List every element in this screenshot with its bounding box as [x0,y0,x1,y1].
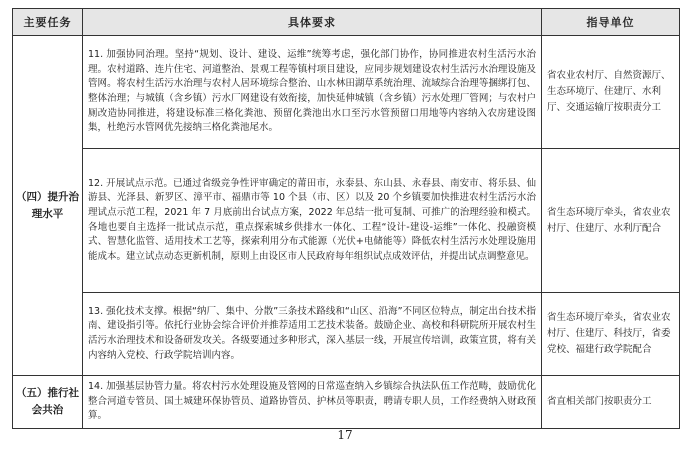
requirement-cell-14: 14. 加强基层协管力量。将农村污水处理设施及管网的日常巡查纳入乡镇综合执法队伍工作范畴，鼓励优化整合河道专管员、国土城建环保协管员、道路协管员、护林员等职责，聘请专职人员，工作经费纳入财政预算。 [83,376,542,429]
unit-cell-13: 省生态环境厅牵头，省农业农村厅、住建厅、科技厅，省委党校、福建行政学院配合 [542,293,680,376]
table-row [13,36,680,149]
unit-cell-12: 省生态环境厅牵头，省农业农村厅、住建厅、水利厅配合 [542,149,680,293]
table-row [13,149,680,293]
task-cell-5: （五）推行社会共治 [13,376,83,429]
header-task: 主要任务 [13,9,83,36]
header-requirement: 具体要求 [83,9,542,36]
task-cell-4: （四）提升治理水平 [13,36,83,376]
table-row [13,376,680,429]
requirement-cell-13: 13. 强化技术支撑。根据“纳厂、集中、分散”三条技术路线和“山区、沿海”不同区位特点，制定出台技术指南、建设指引等。依托行业协会综合评价并推荐适用工艺技术装备。鼓励企业、高校和科研院所开展农村生活污水治理技术和设备研发攻关。各级要通过多种形式，深入基层一线，开展宣传培训，政策宣贯，将有关内容纳入党校、行政学院培训内容。 [83,293,542,376]
unit-cell-14: 省直相关部门按职责分工 [542,376,680,429]
task-table [12,8,680,429]
requirement-cell-12: 12. 开展试点示范。已通过省级竞争性评审确定的莆田市，永泰县、东山县、永春县、南安市、将乐县、仙游县、光泽县、新罗区、漳平市、福鼎市等 10 个县（市、区）以及 20 个乡镇要加快推进农村生活污水治理试点示范工程，2021 年 7 月底前出台试点方案，2022 年总结一批可复制、可推广的治理经验和模式。各地也要自主选择一批试点示范，重点探索城乡供排水一体化、工程“设计-建设-运维”一体化、投融资模式、智慧化监管、适用技术工艺等，探索利用分布式能源（光伏+电储能等）降低农村生活污水处理设施用能成本。建立试点动态更新机制，原则上由设区市人民政府每年组织试点成效评估，并提出试点调整意见。 [83,149,542,293]
page-number: 17 [337,428,353,442]
table-header-row [13,9,680,36]
header-unit: 指导单位 [542,9,680,36]
unit-cell-11: 省农业农村厅、自然资源厅、生态环境厅、住建厅、水利厅、交通运输厅按职责分工 [542,36,680,149]
requirement-cell-11: 11. 加强协同治理。坚持“规划、设计、建设、运维”统筹考虑，强化部门协作，协同推进农村生活污水治理。农村道路、连片住宅、河道整治、景观工程等镇村项目建设，应同步规划建设农村生活污水治理设施及管网。将农村生活污水治理与农村人居环境综合整治、山水林田湖草系统治理、流域综合治理等捆绑打包、整体治理；与城镇（含乡镇）污水厂网建设有效衔接，加快延伸城镇（含乡镇）污水处理厂管网；与农村户厕改造协同推进，将建设标准三格化粪池、预留化粪池出水口至污水管预留口用地等内容纳入农房建设图集，杜绝污水管网优先接纳三格化粪池尾水。 [83,36,542,149]
table-row [13,293,680,376]
